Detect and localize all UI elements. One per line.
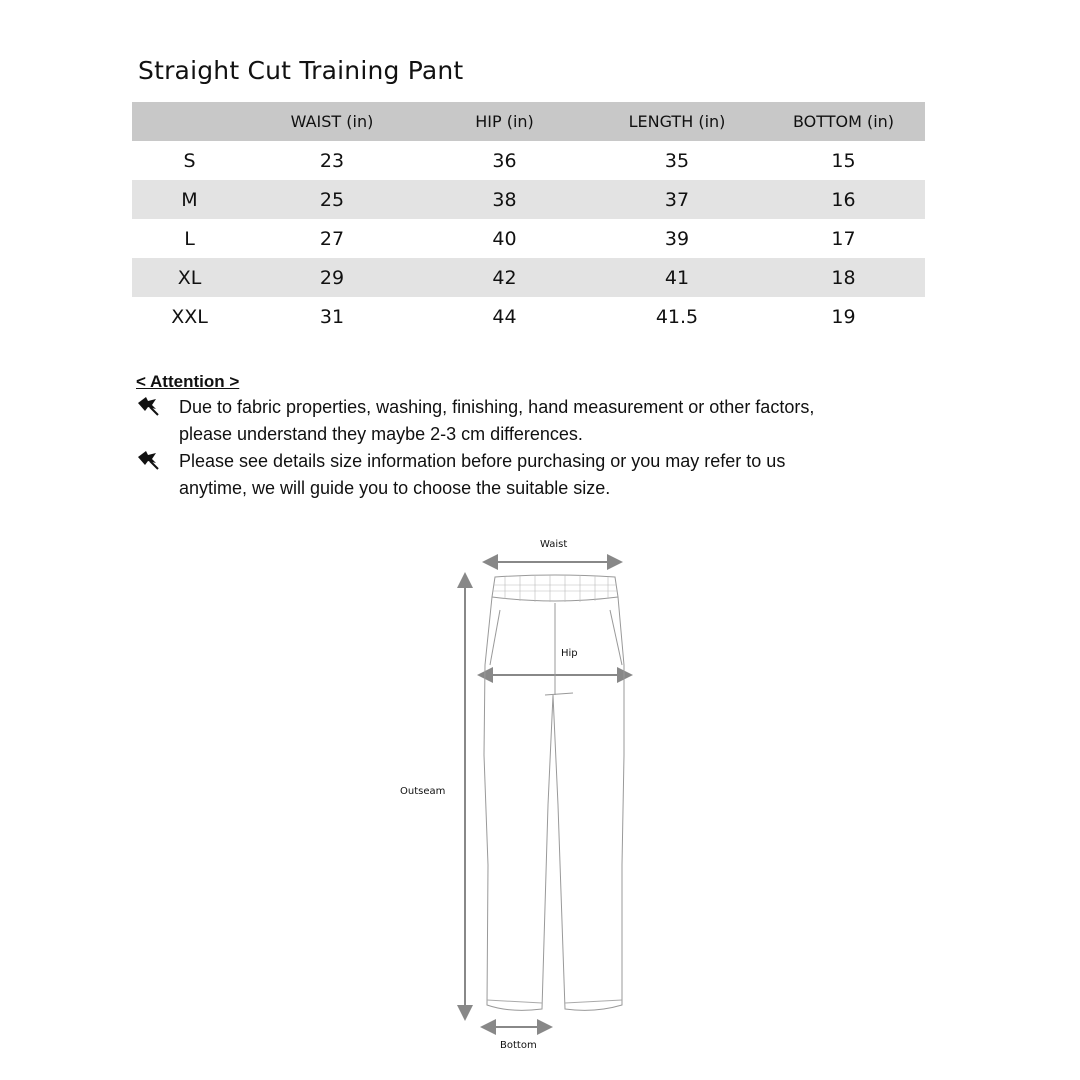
table-cell: 41: [664, 266, 690, 289]
table-cell: 41.5: [655, 305, 699, 328]
outseam-label: Outseam: [400, 786, 446, 797]
table-cell: 42: [492, 266, 517, 289]
attention-heading: < Attention >: [136, 372, 240, 391]
table-cell: 36: [492, 149, 517, 172]
table-cell: 38: [492, 188, 517, 211]
page-title: Straight Cut Training Pant: [138, 56, 464, 85]
hip-label: Hip: [561, 648, 578, 659]
table-row: [132, 180, 925, 219]
table-cell: 27: [319, 227, 345, 250]
table-cell: 15: [831, 149, 856, 172]
table-cell: 25: [319, 188, 345, 211]
table-cell: 44: [492, 305, 517, 328]
pant-measurement-diagram: [390, 535, 690, 1059]
pushpin-icon: [136, 448, 179, 502]
table-row: [132, 297, 925, 336]
pant-outline: [484, 597, 624, 1010]
table-cell: 18: [831, 266, 856, 289]
size-cell: M: [181, 188, 198, 211]
waist-label: Waist: [540, 539, 568, 550]
size-cell: XL: [177, 266, 202, 289]
table-header-row: [132, 102, 925, 141]
table-cell: 39: [664, 227, 690, 250]
table-cell: 23: [319, 149, 345, 172]
table-cell: 37: [664, 188, 690, 211]
bottom-label: Bottom: [500, 1040, 537, 1051]
waistband: [492, 575, 618, 601]
size-cell: XXL: [171, 305, 208, 328]
attention-note-text: Due to fabric properties, washing, finishing, hand measurement or other factors, please understand they maybe 2-3 cm differences.: [179, 397, 815, 444]
header-cell: BOTTOM (in): [792, 112, 895, 131]
table-cell: 40: [492, 227, 517, 250]
header-cell: HIP (in): [475, 112, 534, 131]
table-cell: 35: [664, 149, 690, 172]
table-cell: 29: [319, 266, 345, 289]
table-row: [132, 141, 925, 180]
attention-section: [136, 372, 856, 502]
attention-note: [136, 394, 856, 448]
table-cell: 16: [831, 188, 856, 211]
attention-note: [136, 448, 856, 502]
header-cell: LENGTH (in): [628, 112, 726, 131]
size-cell: S: [183, 149, 196, 172]
header-cell: WAIST (in): [290, 112, 374, 131]
table-cell: 31: [319, 305, 345, 328]
pushpin-icon: [136, 394, 179, 448]
table-cell: 19: [831, 305, 856, 328]
size-table: [132, 102, 925, 336]
table-row: [132, 219, 925, 258]
table-row: [132, 258, 925, 297]
size-cell: L: [184, 227, 195, 250]
table-cell: 17: [831, 227, 856, 250]
attention-note-text: Please see details size information before purchasing or you may refer to us anytime, we will guide you to choose the suitable size.: [179, 451, 786, 498]
